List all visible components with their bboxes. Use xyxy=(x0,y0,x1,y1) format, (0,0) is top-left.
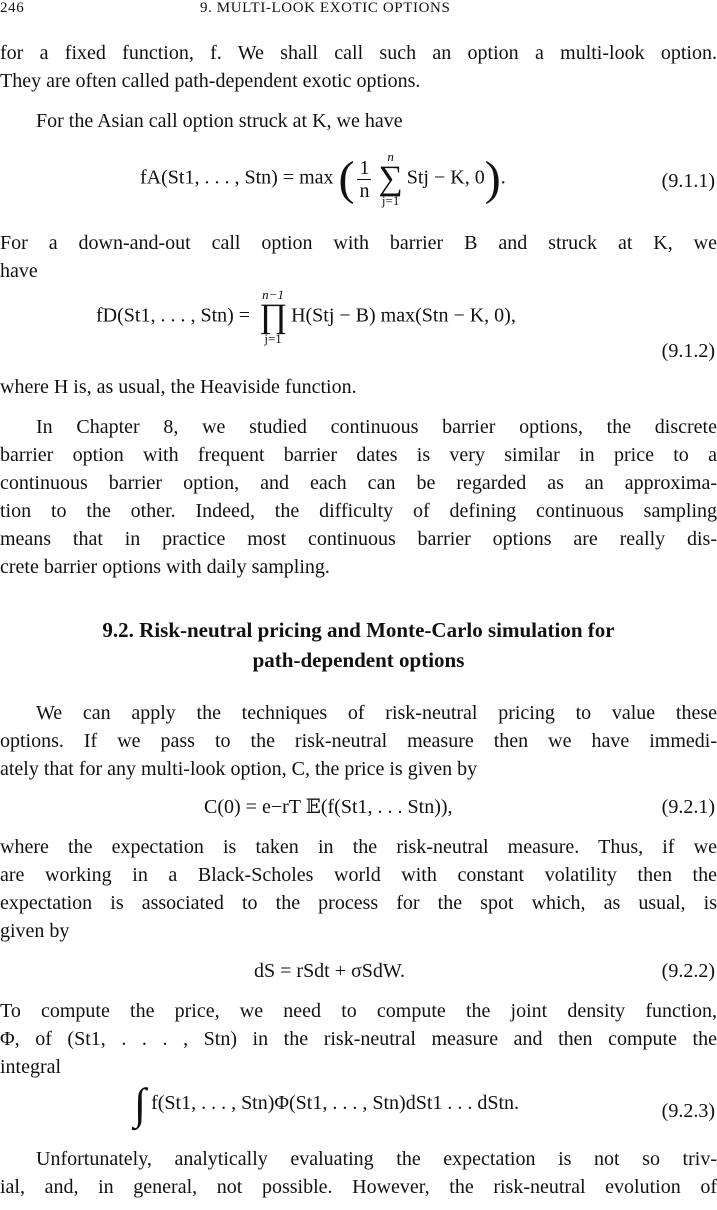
paragraph-line: For the Asian call option struck at K, we have xyxy=(36,110,403,132)
paragraph-line: expectation is associated to the process for the spot which, as usual, is xyxy=(0,892,717,914)
paragraph-line: where H is, as usual, the Heaviside function. xyxy=(0,376,357,398)
equation-lhs: fD(St1, . . . , Stn) = xyxy=(96,304,251,327)
paragraph-line: continuous barrier option, and each can be regarded as an approxima- xyxy=(0,472,717,494)
section-heading-line: path-dependent options xyxy=(252,648,465,672)
equation-number: (9.2.2) xyxy=(661,960,715,982)
equation-number: (9.1.1) xyxy=(661,170,715,192)
fraction-numerator: 1 xyxy=(359,156,370,179)
paragraph-line: barrier option with frequent barrier dates is very similar in price to a xyxy=(0,444,717,466)
paragraph-line: In Chapter 8, we studied continuous barrier options, the discrete xyxy=(36,416,717,438)
equation-9-2-3 xyxy=(134,1079,520,1129)
running-header xyxy=(0,0,717,20)
paragraph-line: ial, and, in general, not possible. However, the risk-neutral evolution of xyxy=(0,1176,717,1198)
paragraph-line: tion to the other. Indeed, the difficulty of defining continuous sampling xyxy=(0,500,717,522)
equation-9-2-2: dS = rSdt + σSdW. xyxy=(254,960,405,982)
paragraph-line: options. If we pass to the risk-neutral measure then we have immedi- xyxy=(0,730,717,752)
equation-lhs: fA(St1, . . . , Stn) = max xyxy=(140,166,334,189)
product-upper-limit: n−1 xyxy=(262,287,284,302)
paragraph-line: means that in practice most continuous barrier options are really dis- xyxy=(0,528,717,550)
equation-number: (9.2.1) xyxy=(661,796,715,818)
equation-body: Stj − K, 0 xyxy=(406,166,485,189)
paragraph-line: Unfortunately, analytically evaluating the expectation is not so triv- xyxy=(36,1148,717,1170)
paragraph-line: ately that for any multi-look option, C, the price is given by xyxy=(0,758,478,780)
page-number: 246 xyxy=(0,0,25,16)
equation-number: (9.2.3) xyxy=(661,1100,715,1122)
paragraph-line: are working in a Black-Scholes world with constant volatility then the xyxy=(0,864,717,886)
equation-9-1-1: fA(St1, . . . , Stn) = max ( $\frac{1}{n}$ n ∑ j=1 Stj − K, 0). xyxy=(140,149,506,208)
equation-9-2-1: C(0) = e−rT 𝔼(f(St1, . . . Stn)), xyxy=(204,796,453,818)
equation-body: H(Stj − B) max(Stn − K, 0), xyxy=(291,304,516,327)
paragraph-line: for a fixed function, f. We shall call such an option a multi-look option. xyxy=(0,42,717,64)
paragraph-line: We can apply the techniques of risk-neutral pricing to value these xyxy=(36,702,717,724)
paragraph-line: crete barrier options with daily sampling. xyxy=(0,556,330,578)
equation-number: (9.1.2) xyxy=(661,340,715,362)
sum-operator: n ∑ j=1 xyxy=(378,149,403,208)
paragraph-line: To compute the price, we need to compute the joint density function, xyxy=(0,1000,717,1022)
paragraph-line: Φ, of (St1, . . . , Stn) in the risk-neutral measure and then compute the xyxy=(0,1028,717,1050)
paragraph-line: For a down-and-out call option with barrier B and struck at K, we xyxy=(0,232,717,254)
paragraph-line: where the expectation is taken in the risk-neutral measure. Thus, if we xyxy=(0,836,717,858)
sum-upper-limit: n xyxy=(387,149,394,164)
equation-body: f(St1, . . . , Stn)Φ(St1, . . . , Stn)dSt1 . . . dStn. xyxy=(151,1092,520,1114)
paragraph-line: They are often called path-dependent exotic options. xyxy=(0,70,421,92)
paragraph-line: given by xyxy=(0,920,70,942)
product-lower-limit: j=1 xyxy=(264,331,282,346)
integral-sign: ∫ xyxy=(134,1079,147,1129)
fraction xyxy=(357,157,371,202)
section-heading-line: 9.2. Risk-neutral pricing and Monte-Carlo simulation for xyxy=(102,618,615,642)
product-operator: n−1 ∏ j=1 xyxy=(259,287,288,346)
sum-lower-limit: j=1 xyxy=(381,193,400,208)
fraction-denominator: n xyxy=(359,179,370,202)
paragraph-line: have xyxy=(0,260,38,282)
paragraph-line: integral xyxy=(0,1056,62,1078)
equation-period: . xyxy=(500,166,506,189)
equation-9-1-2 xyxy=(96,288,516,346)
running-title: 9. MULTI-LOOK EXOTIC OPTIONS xyxy=(200,0,451,16)
